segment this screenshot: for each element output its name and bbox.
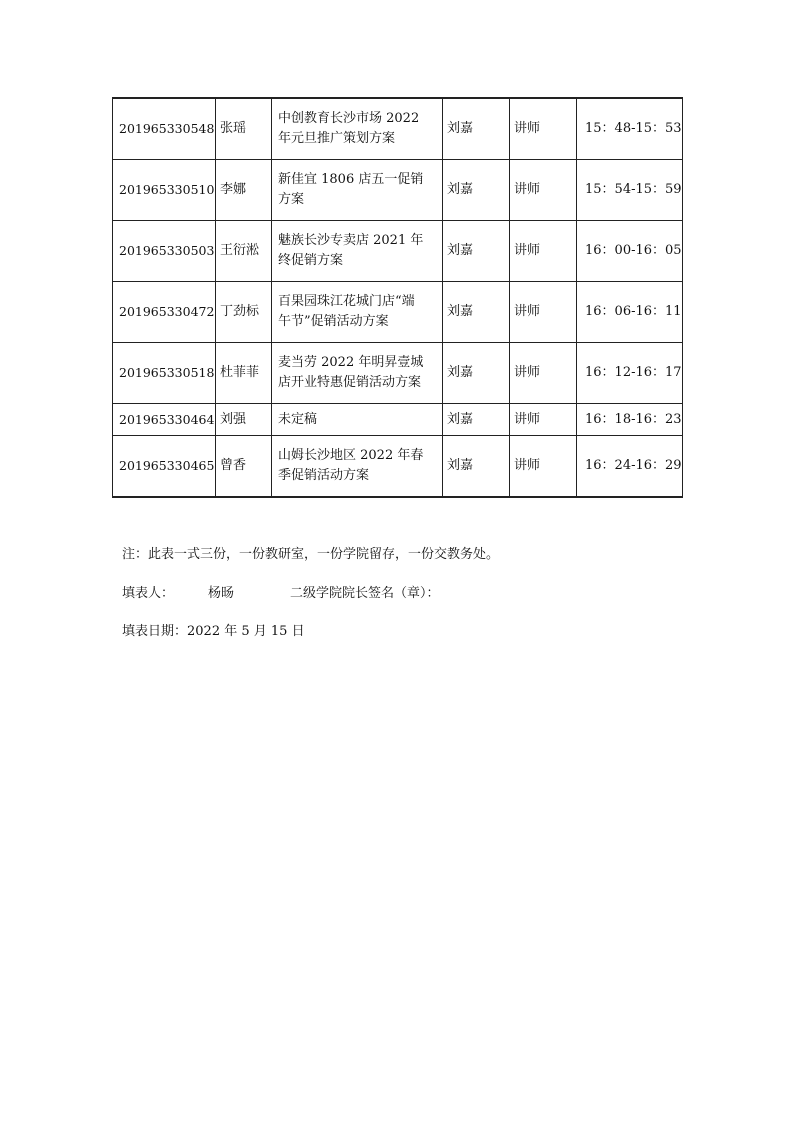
thesis-title-line: 午节”促销活动方案 — [278, 314, 389, 329]
thesis-title-cell — [272, 221, 443, 282]
student-name-cell: 杜菲菲 — [216, 343, 272, 404]
defense-time-cell: 16：18-16：23 — [577, 404, 683, 436]
thesis-title-line: 年元旦推广策划方案 — [278, 131, 396, 146]
date-value: 2022 年 5 月 15 日 — [187, 624, 305, 639]
defense-time-cell: 15：54-15：59 — [577, 160, 683, 221]
student-id-cell: 201965330518 — [113, 343, 216, 404]
advisor-cell: 刘嘉 — [443, 343, 510, 404]
table-row — [113, 160, 683, 221]
date-label: 填表日期： — [122, 624, 188, 639]
student-name-cell: 刘强 — [216, 404, 272, 436]
thesis-title-cell — [272, 436, 443, 498]
advisor-rank-cell: 讲师 — [510, 282, 577, 343]
thesis-title-line: 魅族长沙专卖店 2021 年 — [278, 233, 424, 248]
advisor-rank-cell: 讲师 — [510, 160, 577, 221]
table-row — [113, 282, 683, 343]
advisor-rank-cell: 讲师 — [510, 343, 577, 404]
advisor-cell: 刘嘉 — [443, 282, 510, 343]
thesis-title-cell — [272, 98, 443, 160]
student-id-cell: 201965330472 — [113, 282, 216, 343]
table-row — [113, 221, 683, 282]
thesis-title-line: 店开业特惠促销活动方案 — [278, 375, 422, 390]
advisor-rank-cell: 讲师 — [510, 436, 577, 498]
thesis-title-line: 季促销活动方案 — [278, 468, 370, 483]
student-id-cell: 201965330548 — [113, 98, 216, 160]
filler-line — [122, 585, 440, 603]
filler-label: 填表人： — [122, 586, 175, 601]
student-name-cell: 曾香 — [216, 436, 272, 498]
defense-time-cell: 16：06-16：11 — [577, 282, 683, 343]
thesis-title-cell — [272, 343, 443, 404]
advisor-rank-cell: 讲师 — [510, 98, 577, 160]
thesis-title-line: 中创教育长沙市场 2022 — [278, 111, 420, 126]
dean-signature-label: 二级学院院长签名（章）： — [290, 586, 440, 601]
table-row — [113, 98, 683, 160]
filler-name: 杨旸 — [208, 586, 235, 601]
student-name-cell: 王衍淞 — [216, 221, 272, 282]
thesis-title-line: 山姆长沙地区 2022 年春 — [278, 448, 424, 463]
table-row — [113, 404, 683, 436]
defense-time-cell: 16：24-16：29 — [577, 436, 683, 498]
table-row — [113, 343, 683, 404]
advisor-rank-cell: 讲师 — [510, 221, 577, 282]
date-line — [122, 623, 305, 641]
student-name-cell: 张瑶 — [216, 98, 272, 160]
thesis-title-line: 新佳宜 1806 店五一促销 — [278, 172, 424, 187]
footnote-text: 注：此表一式三份，一份教研室，一份学院留存，一份交教务处。 — [122, 547, 500, 562]
thesis-title-line: 终促销方案 — [278, 253, 344, 268]
student-name-cell: 李娜 — [216, 160, 272, 221]
advisor-cell: 刘嘉 — [443, 404, 510, 436]
thesis-title-line: 方案 — [278, 192, 305, 207]
advisor-rank-cell: 讲师 — [510, 404, 577, 436]
defense-schedule-table — [112, 97, 683, 498]
defense-time-cell: 16：12-16：17 — [577, 343, 683, 404]
thesis-title-cell — [272, 282, 443, 343]
advisor-cell: 刘嘉 — [443, 221, 510, 282]
advisor-cell: 刘嘉 — [443, 160, 510, 221]
student-id-cell: 201965330464 — [113, 404, 216, 436]
table-row — [113, 436, 683, 498]
advisor-cell: 刘嘉 — [443, 436, 510, 498]
thesis-title-line: 麦当劳 2022 年明昇壹城 — [278, 355, 424, 370]
thesis-title-line: 未定稿 — [278, 411, 318, 427]
thesis-title-line: 百果园珠江花城门店“端 — [278, 294, 415, 309]
defense-time-cell: 16：00-16：05 — [577, 221, 683, 282]
footnote — [122, 546, 499, 564]
student-id-cell: 201965330510 — [113, 160, 216, 221]
student-id-cell: 201965330465 — [113, 436, 216, 498]
table-body — [113, 98, 683, 497]
thesis-title-cell — [272, 404, 443, 436]
advisor-cell: 刘嘉 — [443, 98, 510, 160]
defense-time-cell: 15：48-15：53 — [577, 98, 683, 160]
thesis-title-cell — [272, 160, 443, 221]
student-name-cell: 丁劲标 — [216, 282, 272, 343]
student-id-cell: 201965330503 — [113, 221, 216, 282]
